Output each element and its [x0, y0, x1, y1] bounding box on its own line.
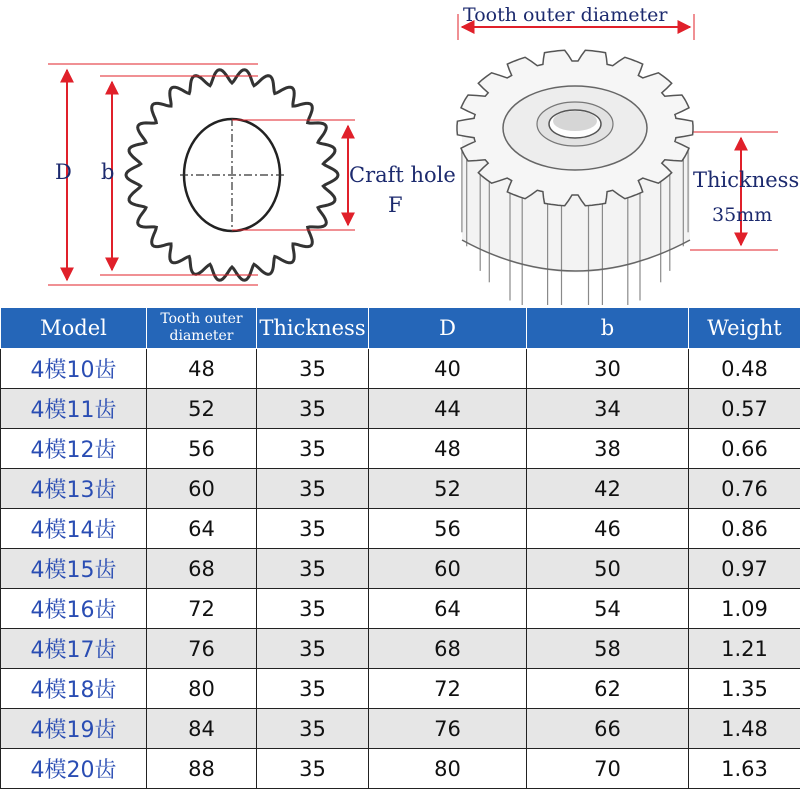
cell-model: 4模19齿 [1, 709, 147, 749]
cell-D: 76 [369, 709, 527, 749]
cell-weight: 0.57 [689, 389, 800, 429]
cell-tooth-outer-diameter: 68 [147, 549, 257, 589]
cell-thickness: 35 [257, 349, 369, 389]
table-row [1, 389, 800, 429]
cell-thickness: 35 [257, 509, 369, 549]
cell-weight: 1.09 [689, 589, 800, 629]
cell-weight: 0.97 [689, 549, 800, 589]
front-view-gear [126, 70, 338, 280]
cell-weight: 1.48 [689, 709, 800, 749]
header-tooth-outer-diameter: Tooth outer diameter [147, 308, 257, 349]
header-model: Model [1, 308, 147, 349]
spec-table [0, 307, 800, 789]
cell-b: 34 [527, 389, 689, 429]
gear-drawing [0, 0, 800, 305]
cell-b: 54 [527, 589, 689, 629]
cell-thickness: 35 [257, 669, 369, 709]
cell-weight: 1.35 [689, 669, 800, 709]
cell-thickness: 35 [257, 629, 369, 669]
cell-model: 4模20齿 [1, 749, 147, 789]
cell-D: 52 [369, 469, 527, 509]
cell-thickness: 35 [257, 429, 369, 469]
cell-b: 62 [527, 669, 689, 709]
cell-D: 80 [369, 749, 527, 789]
cell-weight: 1.63 [689, 749, 800, 789]
table-body [1, 349, 800, 789]
cell-weight: 1.21 [689, 629, 800, 669]
table-row [1, 349, 800, 389]
perspective-view-gear [457, 50, 693, 305]
b-label: b [101, 160, 115, 184]
cell-thickness: 35 [257, 589, 369, 629]
gear-diagram [0, 0, 800, 305]
cell-tooth-outer-diameter: 72 [147, 589, 257, 629]
cell-tooth-outer-diameter: 76 [147, 629, 257, 669]
craft-hole-label: Craft hole [349, 163, 456, 187]
bore-shadow [553, 111, 597, 131]
cell-D: 56 [369, 509, 527, 549]
table-row [1, 469, 800, 509]
cell-model: 4模14齿 [1, 509, 147, 549]
cell-b: 70 [527, 749, 689, 789]
tooth-outer-diameter-label: Tooth outer diameter [463, 4, 668, 26]
cell-tooth-outer-diameter: 56 [147, 429, 257, 469]
cell-weight: 0.86 [689, 509, 800, 549]
cell-weight: 0.48 [689, 349, 800, 389]
table-row [1, 549, 800, 589]
cell-D: 40 [369, 349, 527, 389]
table-header-row [1, 308, 800, 349]
cell-b: 46 [527, 509, 689, 549]
cell-b: 42 [527, 469, 689, 509]
cell-weight: 0.76 [689, 469, 800, 509]
header-D: D [369, 308, 527, 349]
cell-thickness: 35 [257, 709, 369, 749]
cell-tooth-outer-diameter: 48 [147, 349, 257, 389]
cell-model: 4模16齿 [1, 589, 147, 629]
cell-weight: 0.66 [689, 429, 800, 469]
cell-b: 30 [527, 349, 689, 389]
cell-b: 50 [527, 549, 689, 589]
D-label: D [55, 160, 72, 184]
cell-D: 68 [369, 629, 527, 669]
header-b: b [527, 308, 689, 349]
thickness-value-label: 35mm [712, 204, 773, 226]
table-row [1, 669, 800, 709]
table-row [1, 429, 800, 469]
cell-D: 64 [369, 589, 527, 629]
cell-model: 4模10齿 [1, 349, 147, 389]
cell-tooth-outer-diameter: 84 [147, 709, 257, 749]
cell-model: 4模15齿 [1, 549, 147, 589]
table-row [1, 709, 800, 749]
thickness-label: Thickness [693, 168, 800, 192]
cell-thickness: 35 [257, 469, 369, 509]
cell-model: 4模13齿 [1, 469, 147, 509]
cell-thickness: 35 [257, 389, 369, 429]
cell-model: 4模17齿 [1, 629, 147, 669]
table-row [1, 629, 800, 669]
cell-tooth-outer-diameter: 80 [147, 669, 257, 709]
cell-D: 44 [369, 389, 527, 429]
cell-b: 38 [527, 429, 689, 469]
F-label: F [388, 193, 403, 217]
cell-tooth-outer-diameter: 88 [147, 749, 257, 789]
cell-thickness: 35 [257, 749, 369, 789]
cell-b: 58 [527, 629, 689, 669]
cell-D: 60 [369, 549, 527, 589]
table-row [1, 509, 800, 549]
cell-D: 72 [369, 669, 527, 709]
cell-thickness: 35 [257, 549, 369, 589]
table-row [1, 749, 800, 789]
cell-model: 4模11齿 [1, 389, 147, 429]
cell-D: 48 [369, 429, 527, 469]
cell-tooth-outer-diameter: 52 [147, 389, 257, 429]
cell-b: 66 [527, 709, 689, 749]
header-thickness: Thickness [257, 308, 369, 349]
cell-model: 4模18齿 [1, 669, 147, 709]
cell-tooth-outer-diameter: 60 [147, 469, 257, 509]
header-weight: Weight [689, 308, 800, 349]
cell-tooth-outer-diameter: 64 [147, 509, 257, 549]
table-row [1, 589, 800, 629]
cell-model: 4模12齿 [1, 429, 147, 469]
